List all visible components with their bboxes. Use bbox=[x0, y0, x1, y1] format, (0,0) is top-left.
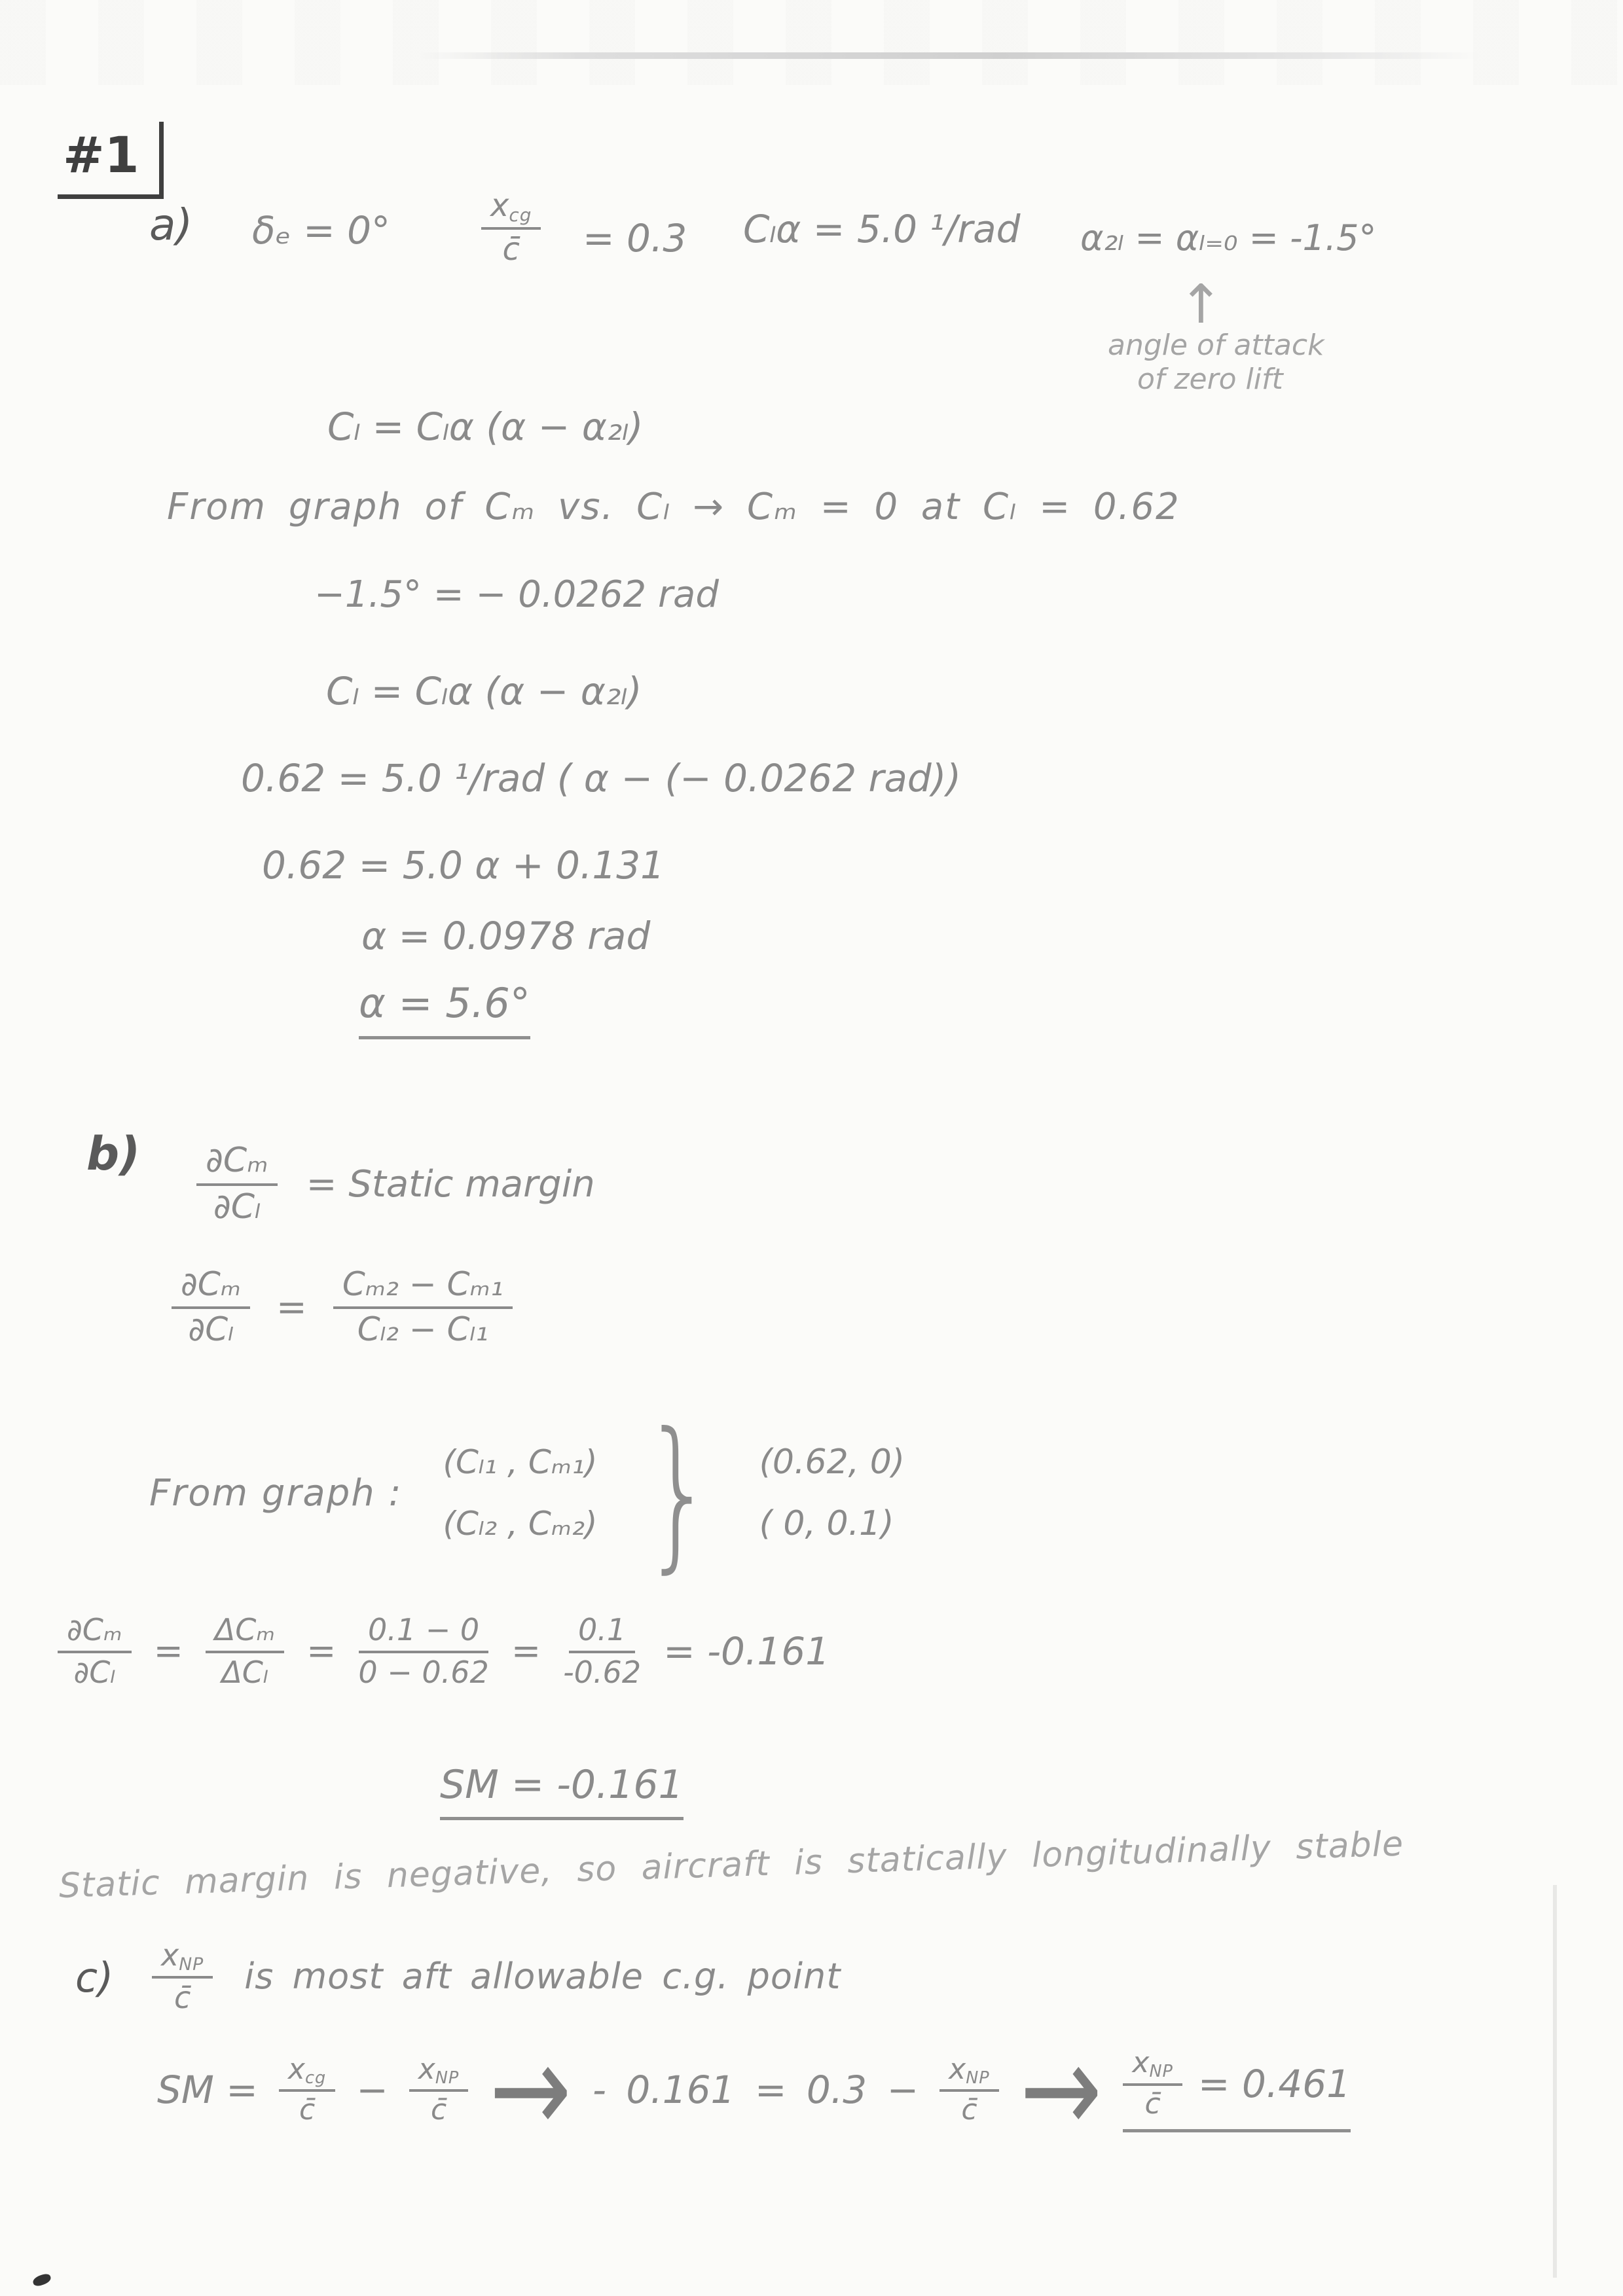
fraction-dcm-dcl bbox=[58, 1613, 132, 1689]
alpha-degrees-result: α = 5.6° bbox=[359, 979, 530, 1039]
part-a-label: a) bbox=[149, 200, 193, 250]
alpha-radians-result: α = 0.0978 rad bbox=[361, 914, 651, 958]
fraction-denominator: c̄ bbox=[502, 230, 520, 268]
neutral-point-result bbox=[1123, 2047, 1351, 2132]
equals-sign: = bbox=[153, 1630, 183, 1672]
fraction-denominator: c̄ bbox=[430, 2093, 447, 2126]
given-xcg-value: = 0.3 bbox=[583, 216, 687, 260]
fraction-numerator bbox=[279, 2054, 335, 2092]
substituted-values: - 0.161 = 0.3 − bbox=[593, 2068, 919, 2112]
part-c-label: c) bbox=[75, 1954, 114, 2001]
fraction-xnp-over-chord bbox=[939, 2054, 999, 2126]
fraction-numerator: ΔCₘ bbox=[206, 1613, 284, 1653]
xnp-subscript: NP bbox=[179, 1954, 204, 1975]
fraction-numerator bbox=[1123, 2047, 1182, 2085]
fraction-xcg-over-chord bbox=[279, 2054, 335, 2126]
implies-arrow-icon: → bbox=[1019, 2018, 1103, 2161]
xcg-base: x bbox=[490, 187, 509, 224]
neutral-point-definition-row bbox=[152, 1939, 841, 2014]
fraction-simplified bbox=[563, 1613, 641, 1689]
sm-equation-label: SM = bbox=[157, 2068, 258, 2112]
fraction-dcm-dcl bbox=[172, 1266, 250, 1348]
degree-to-radian-conversion: −1.5° = − 0.0262 rad bbox=[314, 573, 719, 616]
xnp-subscript: NP bbox=[1149, 2062, 1173, 2082]
xcg-base: x bbox=[287, 2052, 305, 2086]
fraction-dcm-dcl bbox=[196, 1142, 278, 1226]
equals-sign: = bbox=[276, 1285, 307, 1329]
fraction-numerator: ∂Cₘ bbox=[58, 1613, 132, 1653]
point-pair-2: (Cₗ₂ , Cₘ₂) bbox=[443, 1505, 598, 1543]
slope-equation-row bbox=[172, 1266, 513, 1348]
xcg-subscript: cg bbox=[509, 204, 532, 226]
xnp-base: x bbox=[949, 2052, 966, 2086]
xnp-base: x bbox=[1132, 2046, 1150, 2080]
scan-smudge bbox=[419, 52, 1480, 59]
scan-corner-speck bbox=[31, 2272, 52, 2287]
xnp-base: x bbox=[418, 2052, 435, 2086]
fraction-numerator: 0.1 − 0 bbox=[359, 1613, 488, 1653]
fraction-numerator bbox=[939, 2054, 999, 2092]
fraction-numeric-differences bbox=[358, 1613, 488, 1689]
fraction-denominator: ΔCₗ bbox=[221, 1654, 268, 1690]
annotation-line-1: angle of attack bbox=[1108, 329, 1324, 362]
slope-calculation-row bbox=[58, 1613, 830, 1689]
static-margin-result: SM = -0.161 bbox=[440, 1762, 684, 1820]
scan-edge-streak bbox=[1553, 1885, 1557, 2278]
part-b-label: b) bbox=[86, 1127, 141, 1181]
problem-number: #1 bbox=[58, 122, 164, 199]
up-arrow-icon: ↑ bbox=[1178, 274, 1224, 336]
fraction-denominator: ∂Cₗ bbox=[73, 1654, 116, 1690]
fraction-denominator: c̄ bbox=[961, 2093, 977, 2126]
fraction-denominator: 0 − 0.62 bbox=[358, 1654, 489, 1690]
xcg-subscript: cg bbox=[304, 2068, 327, 2088]
fraction-delta-cm-over-delta-cl bbox=[333, 1266, 513, 1348]
fraction-denominator: Cₗ₂ − Cₗ₁ bbox=[357, 1310, 488, 1348]
fraction-delta-cm-delta-cl bbox=[206, 1613, 284, 1689]
given-lift-curve-slope: Cₗα = 5.0 ¹/rad bbox=[743, 207, 1021, 251]
from-graph-statement: From graph of Cₘ vs. Cₗ → Cₘ = 0 at Cₗ = 0.62 bbox=[167, 486, 1180, 528]
neutral-point-calculation-row bbox=[157, 2018, 1351, 2161]
fraction-denominator: c̄ bbox=[299, 2093, 316, 2126]
from-graph-points-row bbox=[149, 1397, 905, 1588]
lift-equation: Cₗ = Cₗα (α − α₂ₗ) bbox=[327, 404, 644, 449]
fraction-xnp-over-chord bbox=[152, 1939, 213, 2014]
equals-sign: = bbox=[511, 1630, 541, 1672]
scan-streak-band bbox=[0, 0, 1623, 85]
neutral-point-value: = 0.461 bbox=[1197, 2061, 1351, 2106]
point-value-2: ( 0, 0.1) bbox=[759, 1504, 894, 1544]
static-margin-definition-row bbox=[196, 1142, 595, 1226]
fraction-xnp-over-chord bbox=[409, 2054, 469, 2126]
fraction-denominator: ∂Cₗ bbox=[213, 1187, 261, 1227]
fraction-numerator: ∂Cₘ bbox=[196, 1142, 278, 1186]
curly-brace: } bbox=[642, 1397, 715, 1588]
lift-equation-repeat: Cₗ = Cₗα (α − α₂ₗ) bbox=[326, 669, 642, 713]
slope-result: = -0.161 bbox=[663, 1628, 830, 1674]
fraction-numerator: Cₘ₂ − Cₘ₁ bbox=[333, 1266, 513, 1309]
given-zero-lift-angle: α₂ₗ = αₗ₌₀ = -1.5° bbox=[1080, 217, 1377, 259]
fraction-denominator: c̄ bbox=[173, 1979, 191, 2015]
point-pair-1: (Cₗ₁ , Cₘ₁) bbox=[443, 1443, 598, 1482]
point-symbol-column bbox=[443, 1443, 597, 1543]
fraction-denominator: ∂Cₗ bbox=[188, 1310, 234, 1348]
expanded-equation: 0.62 = 5.0 α + 0.131 bbox=[262, 843, 665, 888]
fraction-denominator: c̄ bbox=[1144, 2087, 1161, 2121]
neutral-point-definition-text: is most aft allowable c.g. point bbox=[244, 1956, 841, 1998]
fraction-numerator bbox=[409, 2054, 469, 2092]
substituted-equation: 0.62 = 5.0 ¹/rad ( α − (− 0.0262 rad)) bbox=[241, 756, 961, 800]
fraction-numerator: 0.1 bbox=[569, 1613, 635, 1653]
fraction-numerator bbox=[481, 188, 541, 230]
xnp-subscript: NP bbox=[435, 2068, 460, 2088]
implies-arrow-icon: → bbox=[489, 2018, 572, 2161]
annotation-line-2: of zero lift bbox=[1137, 363, 1283, 396]
given-elevator-deflection: δₑ = 0° bbox=[252, 208, 391, 253]
xnp-subscript: NP bbox=[966, 2068, 990, 2088]
fraction-denominator: -0.62 bbox=[563, 1654, 642, 1690]
point-value-1: (0.62, 0) bbox=[759, 1443, 905, 1482]
equals-sign: = bbox=[306, 1630, 337, 1672]
fraction-xnp-over-chord bbox=[1123, 2047, 1182, 2120]
stability-conclusion: Static margin is negative, so aircraft is statically longitudinally stable bbox=[58, 1824, 1404, 1906]
fraction-xcg-over-chord bbox=[481, 188, 541, 267]
xnp-base: x bbox=[161, 1937, 179, 1973]
from-graph-label: From graph : bbox=[149, 1471, 403, 1515]
fraction-numerator: ∂Cₘ bbox=[172, 1266, 250, 1309]
fraction-numerator bbox=[152, 1939, 213, 1979]
point-value-column bbox=[759, 1443, 905, 1543]
problem-number-box bbox=[58, 126, 164, 184]
static-margin-definition-text: = Static margin bbox=[306, 1162, 595, 1206]
minus-sign: − bbox=[356, 2068, 388, 2112]
